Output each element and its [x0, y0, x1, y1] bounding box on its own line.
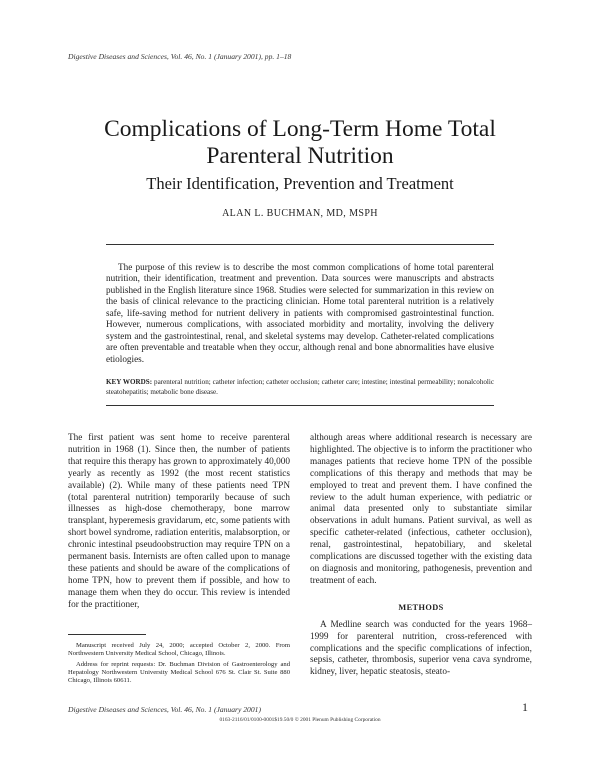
footnote-received: Manuscript received July 24, 2000; accepted October 2, 2000. From Northwestern University Medical School, Chicago, Illinois. — [68, 642, 290, 658]
objective-paragraph: although areas where additional research is necessary are highlighted. The objective is to inform the practitioner who manages patients that recieve home TPN of the possible complications of this therapy and methods that may be employed to treat and prevent them. I have confined the review to the adult human experience, with pediatric or animal data presented only to substantiate similar observations in adult humans. Patient survival, as well as specific catheter-related (infectious, catheter occlusion), renal, gastrointestinal, hepatobiliary, and skeletal complications are discussed together with the existing data on diagnosis and monitoring, pathogenesis, prevention and treatment of each. — [310, 433, 532, 586]
running-head: Digestive Diseases and Sciences, Vol. 46, No. 1 (January 2001), pp. 1–18 — [68, 52, 292, 61]
page-number: 1 — [522, 700, 528, 714]
title-line-1: Complications of Long-Term Home Total — [104, 116, 496, 142]
abstract-top-rule — [106, 244, 494, 245]
article-title — [40, 116, 560, 170]
body-column-right — [310, 433, 532, 679]
keywords-text: parenteral nutrition; catheter infection; catheter occlusion; catheter care; intestine; intestinal permeability; nonalcoholic steatohepatitis; metabolic bone disease. — [106, 378, 495, 396]
keywords — [106, 378, 494, 397]
abstract-text: The purpose of this review is to describe the most common complications of home total parenteral nutrition, their identification, treatment and prevention. Data sources were manuscripts and abstracts published in the English literature since 1968. Studies were selected for summarization in this review on the basis of clinical relevance to the practicing clinician. Home total parenteral nutrition is a relatively safe, life-saving method for nutrient delivery in patients with compromised gastrointestinal function. However, numerous complications, with associated morbidity and mortality, involving the delivery system and the gastrointestinal, renal, and skeletal systems may develop. Catheter-related complications are often preventable and treatable when they occur, although renal and bone abnormalities have elusive etiologies. — [106, 262, 494, 364]
footer-journal: Digestive Diseases and Sciences, Vol. 46, No. 1 (January 2001) — [68, 705, 261, 714]
footnote-rule — [68, 634, 146, 635]
footnote-address: Address for reprint requests: Dr. Buchman Division of Gastroenterology and Hepatology Northwestern University Medical School 676 St. Clair St. Suite 880 Chicago, Illinois 60611. — [68, 660, 290, 685]
article-subtitle: Their Identification, Prevention and Treatment — [146, 174, 454, 193]
intro-paragraph: The first patient was sent home to receive parenteral nutrition in 1968 (1). Since then, the number of patients that require this therapy has grown to approximately 40,000 yearly as recently as 1992 (the most recent statistics available) (2). While many of these patients need TPN (total parenteral nutrition) temporarily because of such illnesses as high-dose chemotherapy, bone marrow transplant, hyperemesis gravidarum, etc, some patients with short bowel syndrome, radiation enteritis, malabsorption, or chronic intestinal pseudoobstruction may require TPN on a permanent basis. Internists are often called upon to manage these patients and should be aware of the complications of home TPN, how to prevent them if possible, and how to manage them when they do occur. This review is intended for the practitioner, — [68, 433, 290, 610]
abstract-bottom-rule — [106, 405, 494, 406]
author-line: ALAN L. BUCHMAN, MD, MSPH — [222, 208, 378, 219]
title-line-2: Parenteral Nutrition — [206, 143, 394, 169]
body-column-left — [68, 433, 290, 612]
methods-paragraph: A Medline search was conducted for the years 1968–1999 for parenteral nutrition, cross-referenced with complications and the specific complications of infection, sepsis, catheter, thrombosis, superior vena cava syndrome, kidney, liver, hepatic steatosis, steato- — [310, 619, 532, 678]
footnotes — [68, 642, 290, 685]
keywords-label: KEY WORDS: — [106, 378, 153, 386]
footer-copyright: 0163-2116/01/0100-0001$19.50/0 © 2001 Plenum Publishing Corporation — [219, 717, 381, 723]
methods-heading: METHODS — [398, 602, 444, 612]
